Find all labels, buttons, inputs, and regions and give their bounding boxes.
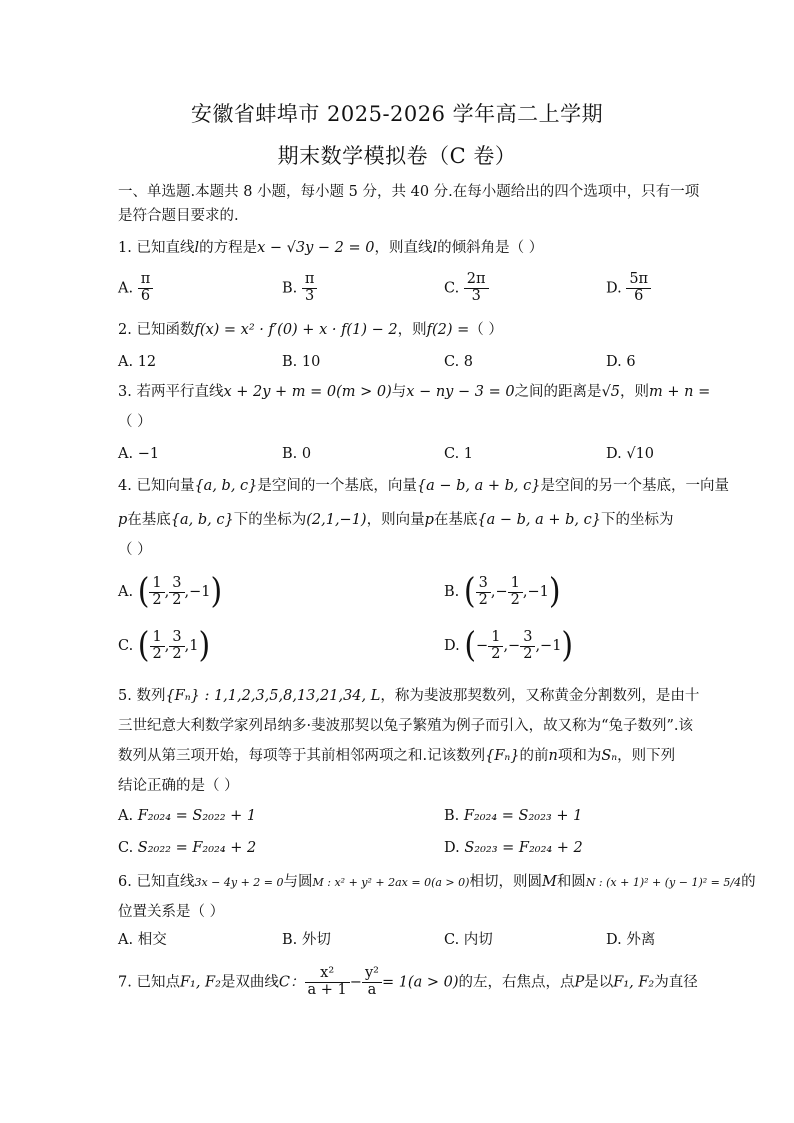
- q3-line-2: （ ）: [118, 414, 152, 430]
- denominator: 2: [510, 591, 520, 608]
- question-2: [118, 322, 684, 339]
- q1-option-b: [282, 272, 317, 305]
- q6-post: 的: [741, 874, 756, 890]
- fraction: [626, 272, 651, 305]
- sign: −: [495, 584, 508, 600]
- q2-pre: 2. 已知函数: [118, 322, 195, 338]
- q5-l3-s: Sₙ: [601, 748, 618, 764]
- option-label: A.: [118, 446, 134, 462]
- q6-option-d: [606, 932, 655, 949]
- q2-ask: f(2) =: [426, 322, 470, 338]
- q2-option-c: [444, 354, 473, 371]
- numerator: y²: [362, 966, 382, 983]
- option-label: B.: [282, 354, 298, 370]
- q5-option-c: [118, 840, 256, 857]
- option-value: 10: [301, 354, 321, 370]
- q6-pre: 6. 已知直线: [118, 874, 195, 890]
- numerator: 1: [508, 576, 523, 593]
- q1-option-a: [118, 272, 153, 305]
- numerator: 5π: [626, 272, 651, 289]
- option-value: 8: [463, 354, 474, 370]
- option-label: C.: [444, 280, 460, 297]
- option-label: C.: [118, 638, 134, 654]
- q7-rhs: = 1(a > 0): [381, 974, 459, 991]
- fraction: [476, 576, 491, 609]
- q4-post: 是空间的另一个基底，一向量: [540, 478, 729, 494]
- q1-option-c: [444, 272, 489, 305]
- q2-post2: （ ）: [469, 322, 503, 338]
- q6-option-a: [118, 932, 167, 949]
- sign: −: [476, 638, 489, 654]
- q3-eq2: x − ny − 3 = 0: [406, 384, 515, 400]
- q1-post: ，则直线: [374, 240, 433, 256]
- q4-l2-basis: {a, b, c}: [170, 512, 234, 528]
- q4-option-b: B. ( $\frac{3}{2}$ ,− $\frac{1}{2}$ ,−1): [444, 571, 561, 612]
- q4-mid: 是空间的一个基底，向量: [257, 478, 417, 494]
- q4-pre: 4. 已知向量: [118, 478, 195, 494]
- q7-p: P: [574, 974, 585, 991]
- numerator: 3: [169, 630, 184, 647]
- q6-m: M: [541, 874, 557, 890]
- last-coord: −1: [540, 638, 562, 654]
- q4-l2-basis2: {a − b, a + b, c}: [477, 512, 601, 528]
- q4-vec-p: p: [118, 512, 128, 528]
- q3-post2: ，则: [620, 384, 650, 400]
- fraction: [149, 576, 164, 609]
- option-value: S₂₀₂₃ = F₂₀₂₄ + 2: [464, 840, 583, 856]
- option-value: F₂₀₂₄ = S₂₀₂₃ + 1: [463, 808, 583, 824]
- numerator: 3: [169, 576, 184, 593]
- fraction: [150, 630, 165, 663]
- q3-option-b: [282, 446, 311, 463]
- q4-option-d: D. (− $\frac{1}{2}$ ,− $\frac{3}{2}$ ,−1): [444, 625, 574, 666]
- q7-c: C：: [278, 974, 305, 991]
- option-value: √10: [626, 446, 655, 462]
- denominator: a + 1: [307, 981, 347, 998]
- right-paren: ): [210, 571, 223, 612]
- question-7: [118, 965, 698, 999]
- option-label: C.: [444, 446, 460, 462]
- q4-basis2: {a − b, a + b, c}: [416, 478, 541, 494]
- option-label: C.: [444, 354, 460, 370]
- q5-option-d: [444, 840, 583, 857]
- q6-circle-n: N : (x + 1)² + (y − 1)² = 5/4: [585, 876, 742, 889]
- option-label: D.: [444, 840, 460, 856]
- q5-l3-seq: {Fₙ}: [485, 748, 520, 764]
- q2-post: ，则: [397, 322, 427, 338]
- option-label: B.: [282, 280, 298, 297]
- fraction: [508, 576, 523, 609]
- q4-line-2: [118, 512, 684, 529]
- q2-option-b: [282, 354, 320, 371]
- q4-l2-mid: 在基底: [127, 512, 171, 528]
- q5-l3-mid: 的前: [519, 748, 549, 764]
- q6-circle-m: M : x² + y² + 2ax = 0(a > 0): [312, 876, 470, 889]
- option-label: D.: [606, 932, 622, 948]
- numerator: 1: [488, 630, 503, 647]
- q1-equation: x − √3y − 2 = 0: [257, 240, 375, 256]
- q6-line-2: 位置关系是（ ）: [118, 904, 225, 920]
- fraction: [305, 966, 350, 999]
- fraction: [488, 630, 503, 663]
- left-paren: (: [464, 625, 477, 666]
- q3-ask: m + n =: [649, 384, 711, 400]
- option-value: 12: [137, 354, 157, 370]
- option-label: A.: [118, 808, 134, 824]
- option-label: B.: [444, 584, 460, 600]
- denominator: 3: [305, 287, 315, 304]
- q5-l3-post: ，则下列: [617, 748, 676, 764]
- q5-line-2: 三世纪意大利数学家列昂纳多·斐波那契以兔子繁殖为例子而引入，故又称为“兔子数列”.该: [118, 718, 694, 734]
- option-label: C.: [118, 840, 134, 856]
- numerator: π: [302, 272, 318, 289]
- right-paren: ): [561, 625, 574, 666]
- question-5: [118, 688, 700, 705]
- option-label: A.: [118, 584, 134, 600]
- q6-line: 3x − 4y + 2 = 0: [194, 876, 284, 889]
- q7-mid3: 是以: [584, 974, 614, 991]
- option-value: 0: [301, 446, 312, 462]
- q5-option-a: [118, 808, 256, 825]
- fraction: [464, 272, 489, 305]
- q4-l2-mid2: 下的坐标为: [233, 512, 307, 528]
- q7-mid: 是双曲线: [220, 974, 279, 991]
- option-value: 6: [626, 354, 636, 370]
- q4-vec-p2: p: [424, 512, 434, 528]
- denominator: 2: [152, 645, 162, 662]
- q3-pre: 3. 若两平行直线: [118, 384, 224, 400]
- option-label: D.: [444, 638, 460, 654]
- last-coord: −1: [527, 584, 549, 600]
- left-paren: (: [137, 571, 150, 612]
- numerator: 1: [150, 630, 165, 647]
- q2-func: f(x) = x² · f′(0) + x · f(1) − 2: [194, 322, 398, 338]
- question-6: [118, 874, 756, 891]
- numerator: 3: [520, 630, 535, 647]
- q7-mid2: 的左，右焦点，点: [458, 974, 575, 991]
- right-paren: ): [198, 625, 211, 666]
- option-label: A.: [118, 280, 134, 297]
- q2-option-a: [118, 354, 156, 371]
- q5-post: ，称为斐波那契数列，又称黄金分割数列，是由十: [380, 688, 700, 704]
- denominator: 2: [478, 591, 488, 608]
- q5-line-4: 结论正确的是（ ）: [118, 778, 239, 794]
- left-paren: (: [463, 571, 476, 612]
- q4-line-3: （ ）: [118, 542, 152, 558]
- q5-l3-pre: 数列从第三项开始，每项等于其前相邻两项之和.记该数列: [118, 748, 486, 764]
- q4-l2-mid3: ，则向量: [366, 512, 425, 528]
- numerator: 1: [149, 576, 164, 593]
- option-label: B.: [282, 932, 298, 948]
- section-intro-line-2: 是符合题目要求的.: [118, 208, 239, 224]
- q5-line-3: [118, 748, 684, 765]
- option-label: D.: [606, 354, 622, 370]
- left-paren: (: [137, 625, 150, 666]
- option-label: D.: [606, 280, 622, 297]
- fraction: [169, 576, 184, 609]
- q7-pre: 7. 已知点: [118, 974, 180, 991]
- q3-option-c: [444, 446, 473, 463]
- q1-var-l2: l: [432, 240, 438, 256]
- q5-seq: {Fₙ} : 1,1,2,3,5,8,13,21,34, L: [165, 688, 381, 704]
- q7-foci2: F₁, F₂: [613, 974, 655, 991]
- numerator: 2π: [464, 272, 489, 289]
- numerator: x²: [305, 966, 350, 983]
- option-label: A.: [118, 354, 134, 370]
- denominator: 2: [172, 591, 182, 608]
- denominator: 6: [140, 287, 151, 304]
- option-label: C.: [444, 932, 460, 948]
- sign: −: [508, 638, 521, 654]
- q3-dist: √5: [601, 384, 621, 400]
- q6-mid: 与圆: [283, 874, 313, 890]
- q6-mid2: 相切，则圆: [469, 874, 542, 890]
- q5-l3-mid2: 项和为: [557, 748, 602, 764]
- q4-option-a: A. ( $\frac{1}{2}$ , $\frac{3}{2}$ ,−1): [118, 571, 223, 612]
- right-paren: ): [548, 571, 561, 612]
- q4-l2-post: 下的坐标为: [601, 512, 674, 528]
- option-value: 相交: [137, 932, 167, 948]
- q7-post: 为直径: [654, 974, 698, 991]
- q7-foci: F₁, F₂: [179, 974, 221, 991]
- fraction: [520, 630, 535, 663]
- option-value: 外离: [626, 932, 656, 948]
- numerator: 3: [476, 576, 491, 593]
- q3-eq1: x + 2y + m = 0(m > 0): [223, 384, 392, 400]
- q1-mid: 的方程是: [199, 240, 258, 256]
- denominator: a: [367, 981, 377, 998]
- q4-l2-mid4: 在基底: [433, 512, 478, 528]
- last-coord: −1: [189, 584, 211, 600]
- question-4: [118, 478, 729, 495]
- denominator: 2: [523, 645, 533, 662]
- q5-pre: 5. 数列: [118, 688, 166, 704]
- option-value: 1: [463, 446, 474, 462]
- q2-option-d: [606, 354, 636, 371]
- fraction: [302, 272, 318, 305]
- q7-minus: −: [349, 974, 362, 991]
- denominator: 3: [471, 287, 481, 304]
- q5-l3-n: n: [548, 748, 558, 764]
- q3-option-a: [118, 446, 159, 463]
- option-label: B.: [444, 808, 460, 824]
- option-value: S₂₀₂₂ = F₂₀₂₄ + 2: [137, 840, 257, 856]
- q4-l2-coord: (2,1,−1): [306, 512, 367, 528]
- q4-option-c: C. ( $\frac{1}{2}$ , $\frac{3}{2}$ ,1): [118, 625, 211, 666]
- option-value: −1: [137, 446, 160, 462]
- denominator: 2: [152, 591, 162, 608]
- last-coord: 1: [189, 638, 199, 654]
- option-value: 内切: [463, 932, 493, 948]
- fraction: [362, 966, 382, 999]
- q6-mid3: 和圆: [556, 874, 586, 890]
- q1-option-d: [606, 272, 651, 305]
- q6-option-b: [282, 932, 331, 949]
- numerator: π: [138, 272, 154, 289]
- q1-var-l: l: [194, 240, 200, 256]
- denominator: 2: [491, 645, 501, 662]
- q5-option-b: [444, 808, 582, 825]
- q6-option-c: [444, 932, 493, 949]
- denominator: 2: [172, 645, 182, 662]
- q4-basis1: {a, b, c}: [194, 478, 258, 494]
- section-intro-line-1: 一、单选题.本题共 8 小题，每小题 5 分，共 40 分.在每小题给出的四个选项中，只有一项: [118, 184, 700, 200]
- fraction: [138, 272, 154, 305]
- option-label: D.: [606, 446, 622, 462]
- option-value: F₂₀₂₄ = S₂₀₂₂ + 1: [137, 808, 257, 824]
- question-3: [118, 384, 711, 401]
- denominator: 6: [634, 287, 644, 304]
- q3-mid: 与: [391, 384, 407, 400]
- q3-option-d: [606, 446, 654, 463]
- option-label: B.: [282, 446, 298, 462]
- q1-pre: 1. 已知直线: [118, 240, 195, 256]
- page-title: 安徽省蚌埠市 2025-2026 学年高二上学期: [190, 102, 604, 126]
- fraction: [169, 630, 184, 663]
- option-value: 外切: [301, 932, 331, 948]
- option-label: A.: [118, 932, 134, 948]
- question-1: [118, 240, 684, 257]
- page-subtitle: 期末数学模拟卷（C 卷）: [277, 144, 517, 168]
- q1-post2: 的倾斜角是（ ）: [437, 240, 544, 256]
- q3-post: 之间的距离是: [514, 384, 602, 400]
